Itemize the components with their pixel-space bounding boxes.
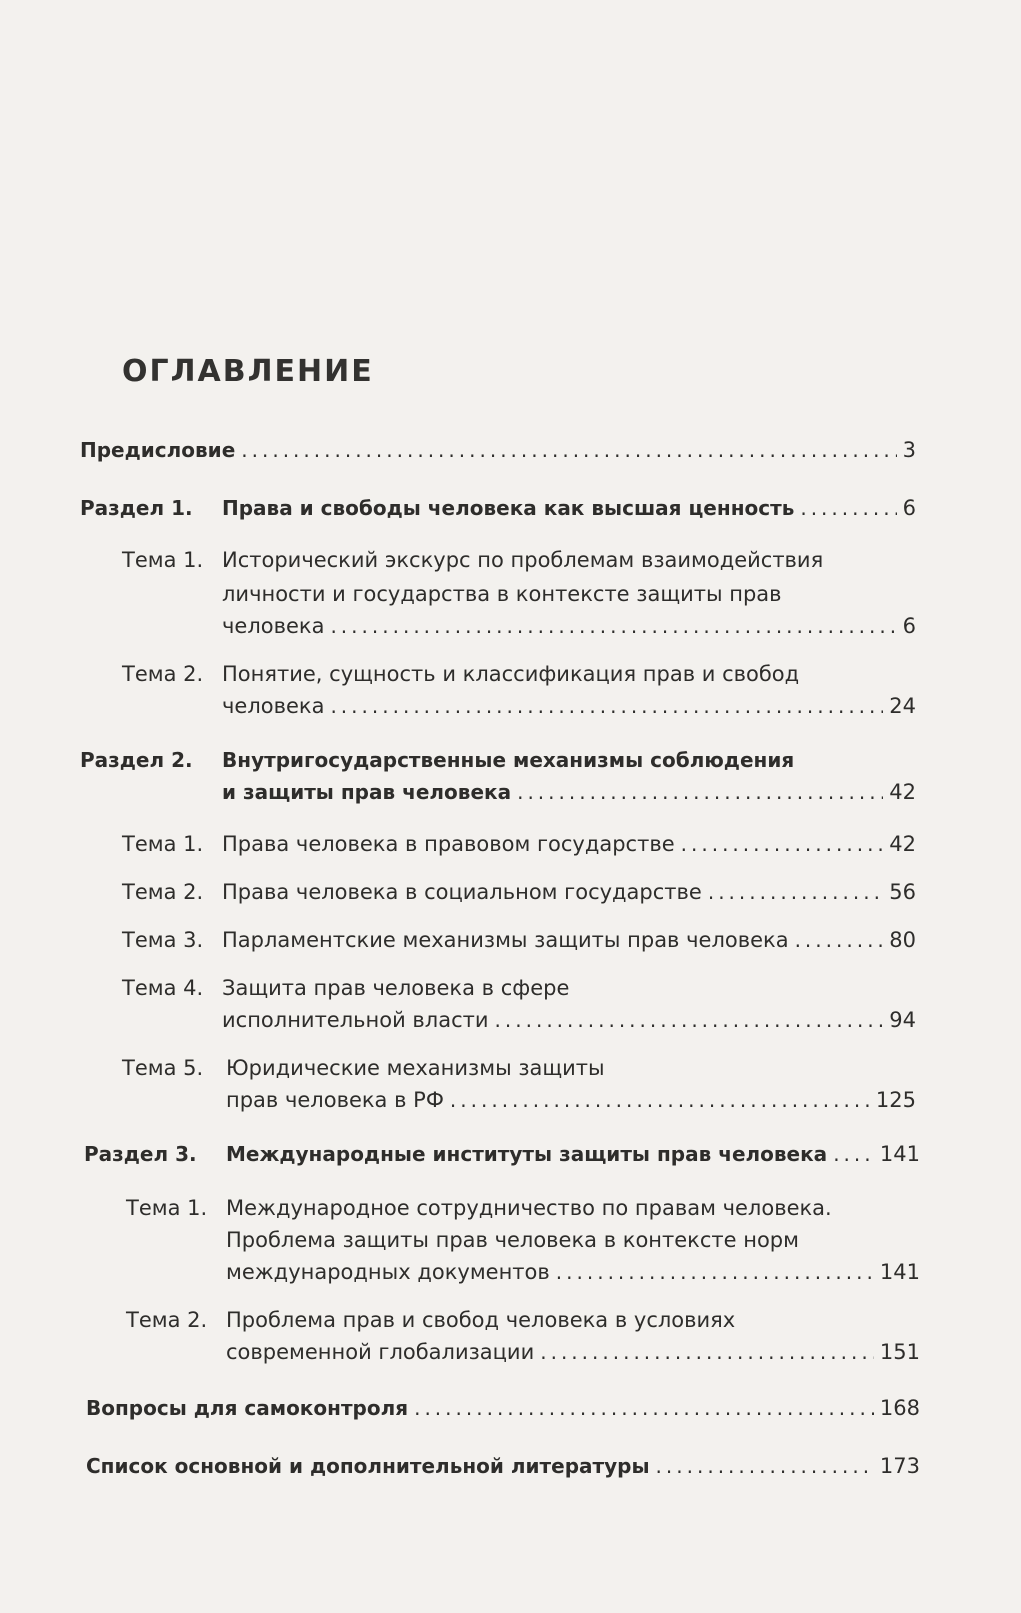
dot-leader (556, 1258, 874, 1286)
topic-label: Тема 2. (122, 880, 204, 904)
page-number: 141 (879, 1260, 920, 1284)
topic-label: Тема 1. (122, 832, 204, 856)
topic-title-line: человека (222, 694, 325, 718)
page-number: 173 (879, 1454, 920, 1478)
topic-label: Тема 5. (122, 1056, 204, 1080)
page-number: 141 (879, 1142, 920, 1166)
toc-entry-s3-topic-1[interactable] (226, 1258, 920, 1286)
dot-leader (414, 1394, 874, 1422)
page-number: 94 (889, 1008, 916, 1032)
page-number: 6 (902, 614, 916, 638)
topic-label: Тема 1. (122, 548, 204, 572)
topic-title-line: Проблема прав и свобод человека в условиях (226, 1308, 736, 1332)
toc-entry-s1-topic-1[interactable] (222, 612, 916, 640)
toc-entry-section-2[interactable] (222, 778, 916, 806)
page-number: 42 (889, 780, 916, 804)
topic-label: Тема 2. (126, 1308, 208, 1332)
dot-leader (708, 878, 883, 906)
page-number: 42 (889, 832, 916, 856)
dot-leader (795, 926, 884, 954)
toc-entry-preface[interactable] (80, 436, 916, 464)
page-number: 3 (902, 438, 916, 462)
topic-title-line: Защита прав человека в сфере (222, 976, 570, 1000)
dot-leader (330, 692, 883, 720)
topic-title-line: Международное сотрудничество по правам человека. (226, 1196, 832, 1220)
toc-entry-section-3[interactable] (226, 1140, 920, 1168)
page-number: 6 (902, 496, 916, 520)
page-number: 56 (889, 880, 916, 904)
topic-label: Тема 2. (122, 662, 204, 686)
toc-heading: ОГЛАВЛЕНИЕ (122, 354, 374, 389)
topic-title-line: Проблема защиты прав человека в контексте норм (226, 1228, 799, 1252)
toc-entry-section-1[interactable] (222, 494, 916, 522)
toc-entry-literature[interactable] (86, 1452, 920, 1480)
topic-label: Тема 3. (122, 928, 204, 952)
section-label: Раздел 3. (84, 1142, 197, 1166)
topic-title: Парламентские механизмы защиты прав человека (222, 928, 789, 952)
dot-leader (681, 830, 884, 858)
section-label: Раздел 2. (80, 748, 193, 772)
toc-entry-s1-topic-2[interactable] (222, 692, 916, 720)
topic-title-line: исполнительной власти (222, 1008, 489, 1032)
section-title-line: и защиты прав человека (222, 780, 512, 804)
toc-entry-s2-topic-1[interactable] (222, 830, 916, 858)
dot-leader (517, 778, 883, 806)
topic-label: Тема 1. (126, 1196, 208, 1220)
dot-leader (833, 1140, 874, 1168)
page-number: 125 (875, 1088, 916, 1112)
toc-entry-questions[interactable] (86, 1394, 920, 1422)
dot-leader (241, 436, 896, 464)
topic-title-line: прав человека в РФ (226, 1088, 444, 1112)
topic-title: Права человека в социальном государстве (222, 880, 702, 904)
toc-entry-s3-topic-2[interactable] (226, 1338, 920, 1366)
topic-title-line: Юридические механизмы защиты (226, 1056, 605, 1080)
dot-leader (656, 1452, 874, 1480)
topic-label: Тема 4. (122, 976, 204, 1000)
topic-title-line: Исторический экскурс по проблемам взаимодействия (222, 548, 824, 572)
dot-leader (450, 1086, 870, 1114)
toc-entry-s2-topic-5[interactable] (226, 1086, 916, 1114)
dot-leader (495, 1006, 884, 1034)
topic-title: Права человека в правовом государстве (222, 832, 675, 856)
page-number: 151 (879, 1340, 920, 1364)
toc-entry-s2-topic-3[interactable] (222, 926, 916, 954)
dot-leader (800, 494, 896, 522)
topic-title-line: человека (222, 614, 325, 638)
entry-title: Права и свободы человека как высшая ценность (222, 496, 795, 520)
topic-title-line: современной глобализации (226, 1340, 535, 1364)
toc-entry-s2-topic-2[interactable] (222, 878, 916, 906)
entry-title: Предисловие (80, 438, 236, 462)
page-number: 168 (879, 1396, 920, 1420)
page-number: 24 (889, 694, 916, 718)
entry-title: Список основной и дополнительной литературы (86, 1454, 650, 1478)
section-title-line: Внутригосударственные механизмы соблюдения (222, 748, 795, 772)
entry-title: Международные институты защиты прав человека (226, 1142, 828, 1166)
page-number: 80 (889, 928, 916, 952)
topic-title-line: международных документов (226, 1260, 550, 1284)
entry-title: Вопросы для самоконтроля (86, 1396, 409, 1420)
section-label: Раздел 1. (80, 496, 193, 520)
dot-leader (540, 1338, 874, 1366)
dot-leader (330, 612, 896, 640)
topic-title-line: Понятие, сущность и классификация прав и свобод (222, 662, 800, 686)
toc-entry-s2-topic-4[interactable] (222, 1006, 916, 1034)
topic-title-line: личности и государства в контексте защиты прав (222, 582, 782, 606)
